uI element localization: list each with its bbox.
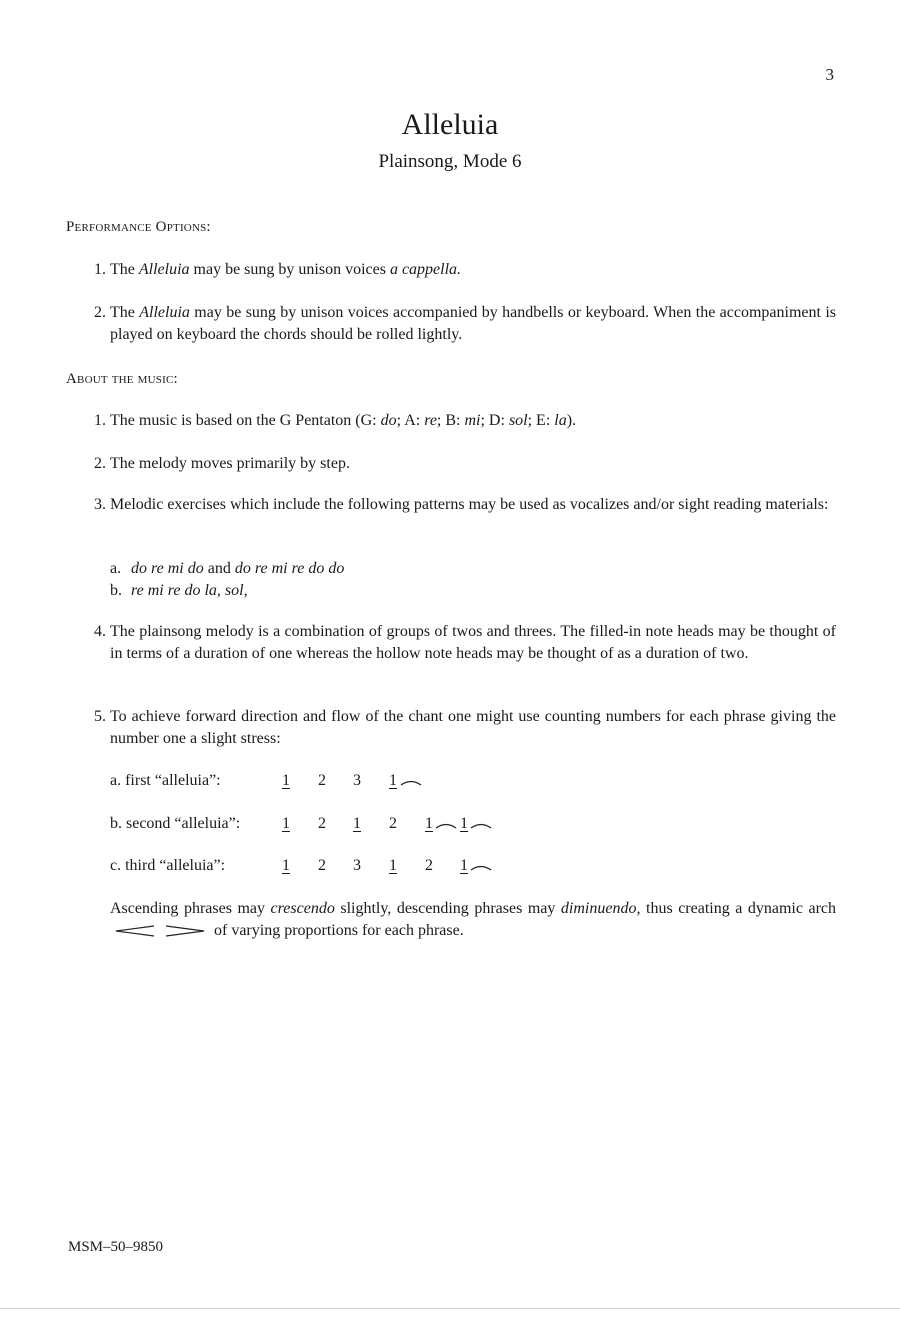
about-item-3-number: 3. <box>94 496 106 513</box>
count-number: 2 <box>318 857 326 874</box>
about-item-2-text: The melody moves primarily by step. <box>110 455 350 472</box>
counting-row-first <box>110 770 510 792</box>
performance-item-1-number: 1. <box>94 261 106 278</box>
dynamics-paragraph: Ascending phrases may crescendo slightly, descending phrases may diminuendo, thus creating a dynamic arch of varying proportions for each phrase. <box>110 900 837 939</box>
crescendo-decrescendo-icon <box>114 925 206 937</box>
count-number: 2 <box>389 815 397 832</box>
count-number: 2 <box>318 815 326 832</box>
about-item-2-number: 2. <box>94 455 106 472</box>
tie-arc-icon <box>435 820 457 830</box>
counting-row-label: a. first “alleluia”: <box>110 772 221 789</box>
catalog-code: MSM–50–9850 <box>68 1239 164 1255</box>
counting-row-label: b. second “alleluia”: <box>110 815 241 832</box>
page-subtitle: Plainsong, Mode 6 <box>378 151 522 172</box>
page-title: Alleluia <box>401 108 499 141</box>
tie-arc-icon <box>470 862 492 872</box>
about-music-heading: About the music: <box>66 371 178 387</box>
about-item-4-number: 4. <box>94 623 106 640</box>
pattern-a-letter: a. <box>110 560 122 577</box>
pattern-b-letter: b. <box>110 582 122 599</box>
tie-arc-icon <box>400 777 422 787</box>
pattern-a-text: do re mi do and do re mi re do do <box>131 560 345 577</box>
count-number: 1 <box>460 815 468 832</box>
pattern-b-text: re mi re do la, sol, <box>131 582 248 599</box>
count-number: 2 <box>318 772 326 789</box>
count-number: 1 <box>282 857 290 874</box>
count-number: 1 <box>282 772 290 789</box>
count-number: 1 <box>389 772 397 789</box>
counting-row-second <box>110 813 530 835</box>
performance-item-2-number: 2. <box>94 304 106 321</box>
performance-options-heading: Performance Options: <box>66 219 211 235</box>
count-number: 1 <box>389 857 397 874</box>
counting-row-label: c. third “alleluia”: <box>110 857 226 874</box>
page-number: 3 <box>825 65 834 84</box>
about-item-1-number: 1. <box>94 412 106 429</box>
counting-row-third <box>110 855 530 877</box>
about-item-4-text: The plainsong melody is a combination of groups of twos and threes. The filled-in note heads may be thought of in terms of a duration of one whereas the hollow note heads may be thought of as a duration of two. <box>110 623 836 662</box>
count-number: 3 <box>353 857 361 874</box>
about-item-3-text: Melodic exercises which include the following patterns may be used as vocalizes and/or sight reading materials: <box>110 496 829 513</box>
about-item-5-text: To achieve forward direction and flow of the chant one might use counting numbers for each phrase giving the number one a slight stress: <box>110 708 836 747</box>
count-number: 3 <box>353 772 361 789</box>
about-item-1-text: The music is based on the G Pentaton (G: do; A: re; B: mi; D: sol; E: la). <box>110 412 577 429</box>
performance-item-1-text: The Alleluia may be sung by unison voices a cappella. <box>110 261 462 278</box>
performance-item-2-text: The Alleluia may be sung by unison voices accompanied by handbells or keyboard. When the accompaniment is played on keyboard the chords should be rolled lightly. <box>110 304 837 343</box>
count-number: 2 <box>425 857 433 874</box>
about-item-5-number: 5. <box>94 708 106 725</box>
count-number: 1 <box>460 857 468 874</box>
page-bottom-divider <box>0 1308 900 1309</box>
count-number: 1 <box>353 815 361 832</box>
count-number: 1 <box>425 815 433 832</box>
tie-arc-icon <box>470 820 492 830</box>
count-number: 1 <box>282 815 290 832</box>
